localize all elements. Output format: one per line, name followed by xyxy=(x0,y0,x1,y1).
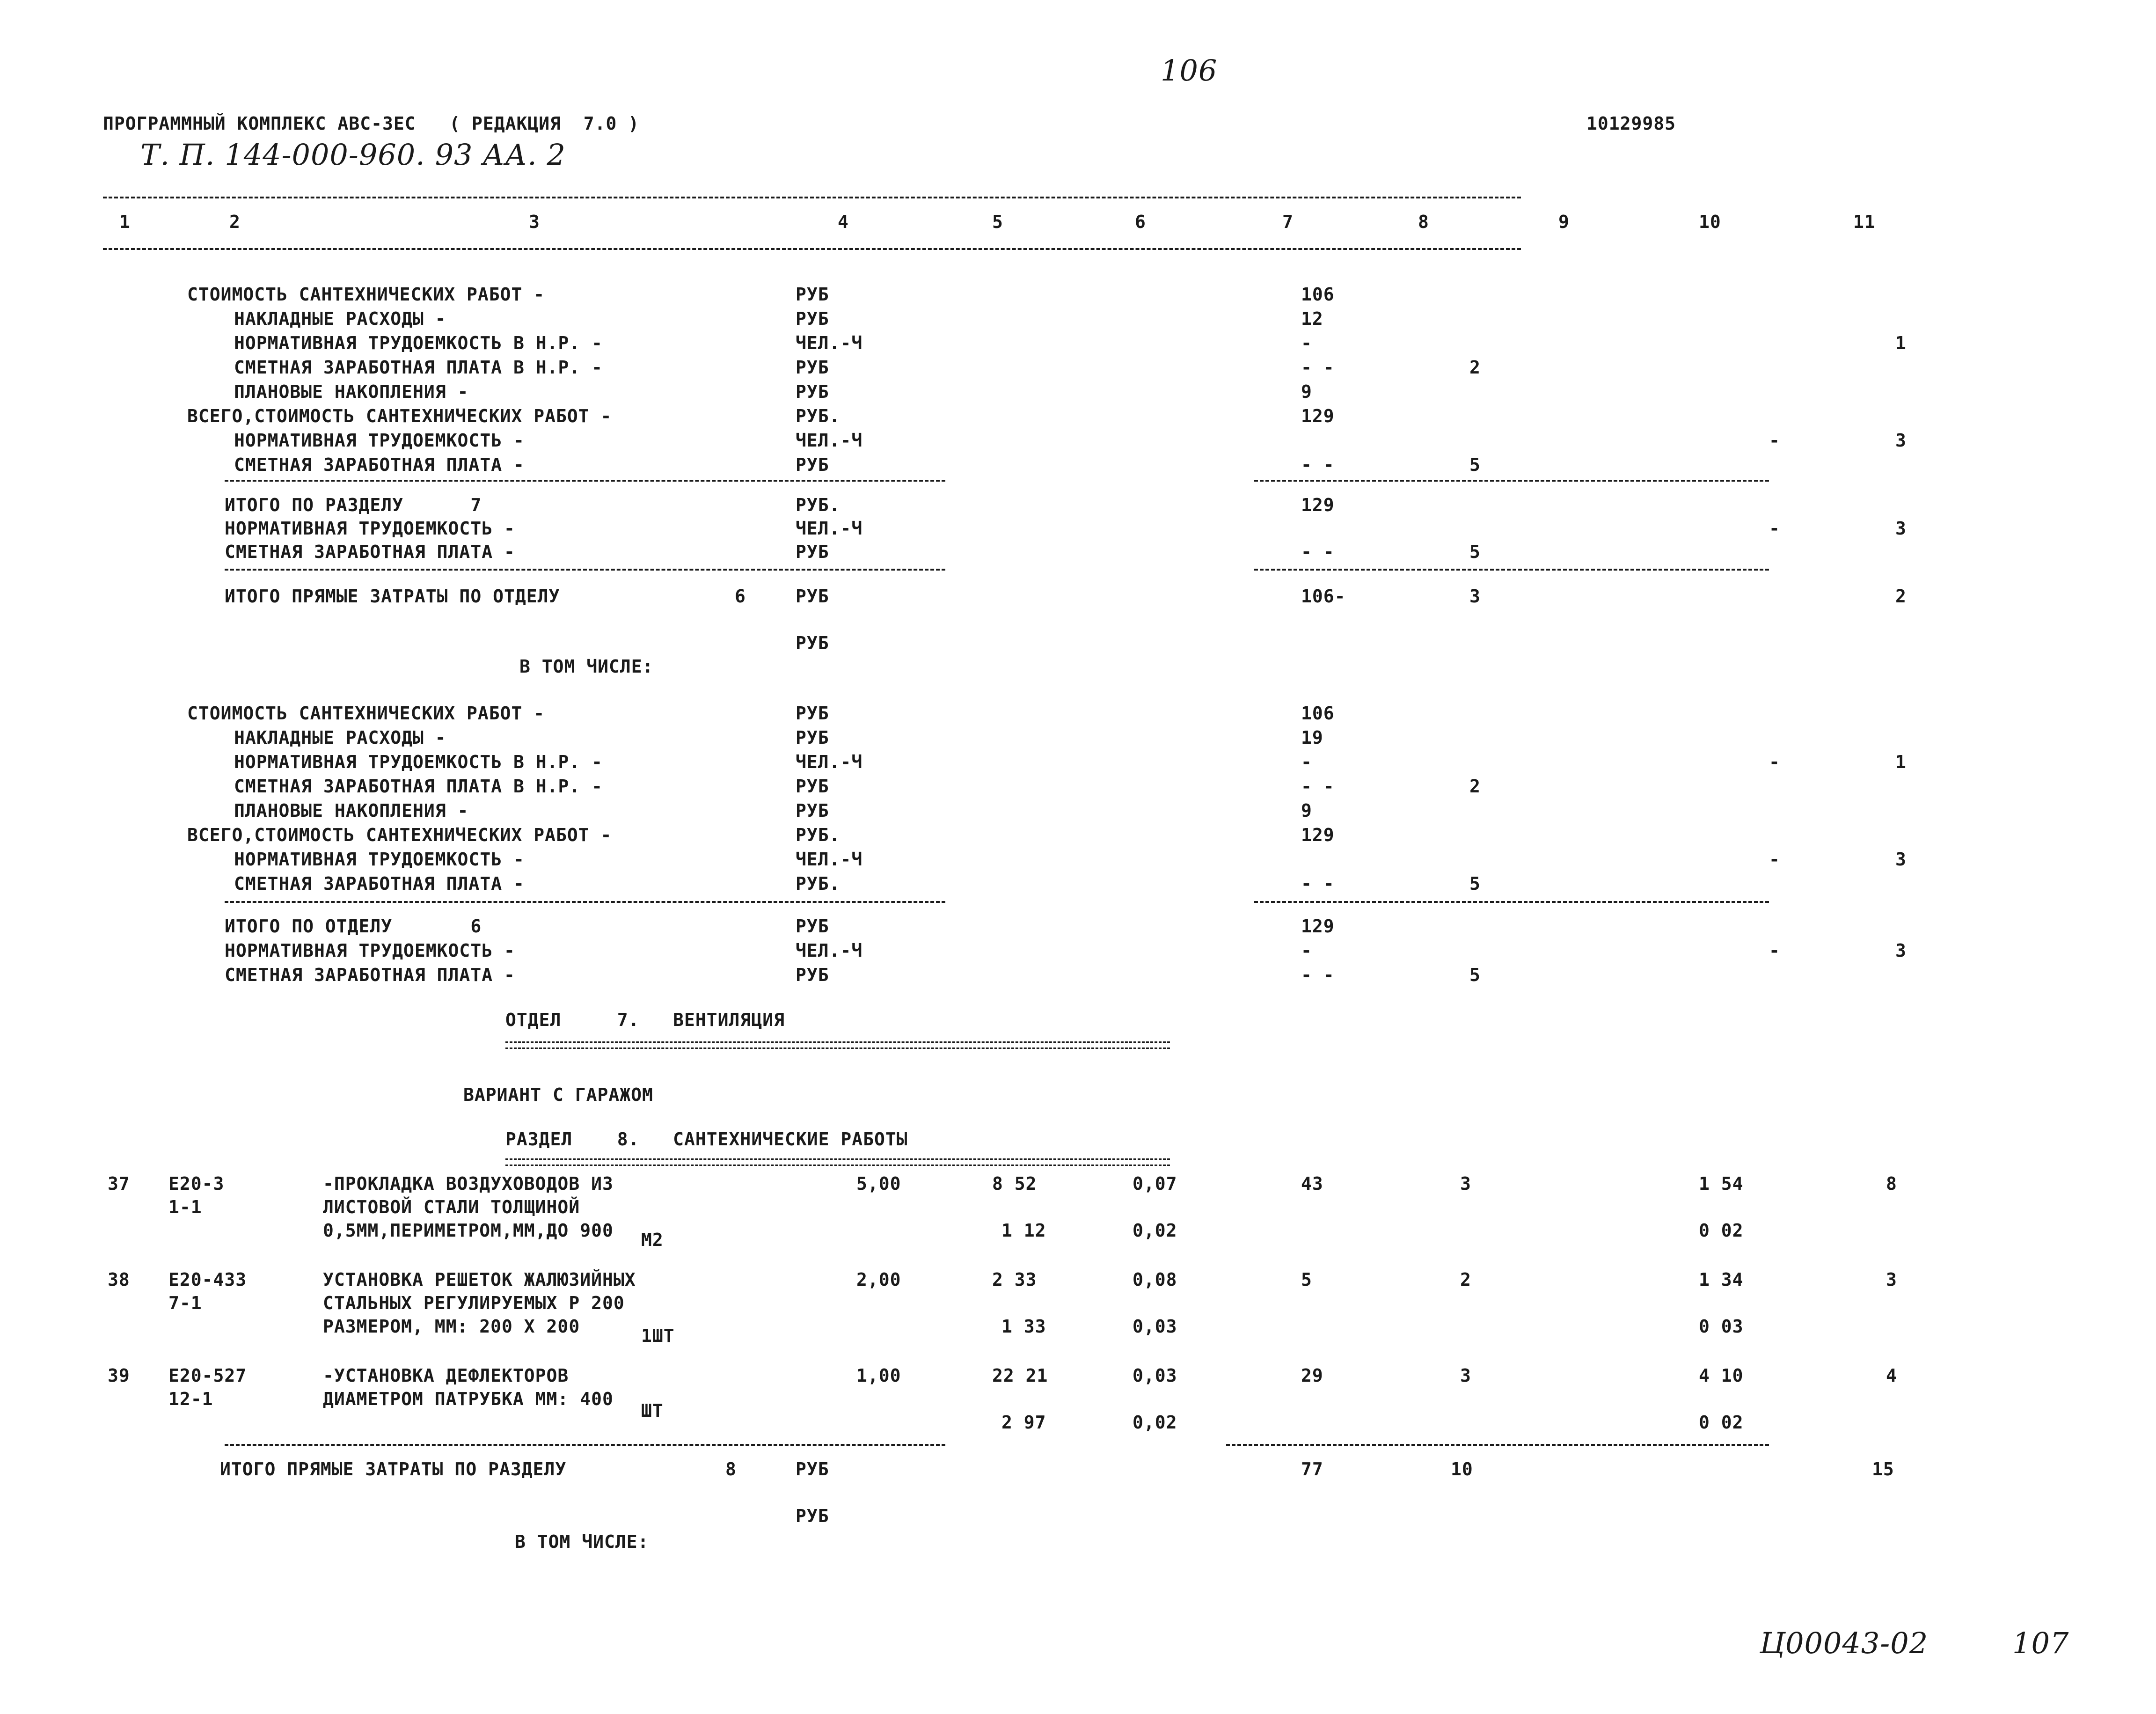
block2-unit: ЧЕЛ.-Ч xyxy=(796,518,863,539)
item-c7: 43 xyxy=(1301,1173,1323,1194)
column-header-1: 1 xyxy=(119,212,131,232)
block4-c8: 5 xyxy=(1469,965,1481,985)
block1-c7: - xyxy=(1301,333,1312,353)
block4-label: ИТОГО ПО ОТДЕЛУ 6 xyxy=(225,916,482,937)
block1-unit: РУБ xyxy=(796,454,829,475)
rule-3 xyxy=(225,901,945,903)
block4-c7: 129 xyxy=(1301,916,1335,937)
item-desc: ДИАМЕТРОМ ПАТРУБКА ММ: 400 xyxy=(323,1389,614,1409)
rule-4b xyxy=(1226,1444,1769,1446)
item-num: 37 xyxy=(108,1173,130,1194)
block3-c10: - xyxy=(1769,752,1780,772)
block1-unit: РУБ xyxy=(796,381,829,402)
block3-c8: 5 xyxy=(1469,873,1481,894)
block3-label: НАКЛАДНЫЕ РАСХОДЫ - xyxy=(234,727,446,748)
block2-c8: 5 xyxy=(1469,542,1481,562)
rule-4 xyxy=(225,1444,945,1446)
block1-unit: РУБ xyxy=(796,357,829,378)
item-code2: 12-1 xyxy=(168,1389,213,1409)
block1-unit: РУБ. xyxy=(796,406,840,426)
item-c5b: 1 33 xyxy=(1001,1316,1046,1337)
block3-label: СТОИМОСТЬ САНТЕХНИЧЕСКИХ РАБОТ - xyxy=(187,703,545,724)
block2-c10: - xyxy=(1769,518,1780,539)
page-number-top: 106 xyxy=(1161,53,1218,88)
block3-label: СМЕТНАЯ ЗАРАБОТНАЯ ПЛАТА - xyxy=(234,873,525,894)
block1-label: СТОИМОСТЬ САНТЕХНИЧЕСКИХ РАБОТ - xyxy=(187,284,545,305)
item-c10a: 1 34 xyxy=(1699,1269,1744,1290)
block3-c8: 2 xyxy=(1469,776,1481,797)
block2-c11: 3 xyxy=(1895,518,1907,539)
block4-unit: ЧЕЛ.-Ч xyxy=(796,940,863,961)
incl-1: В ТОМ ЧИСЛЕ: xyxy=(519,656,654,677)
block1-c8: 5 xyxy=(1469,454,1481,475)
table-header-rule-top xyxy=(103,197,1521,198)
block3-c11: 1 xyxy=(1895,752,1907,772)
block3-label: ПЛАНОВЫЕ НАКОПЛЕНИЯ - xyxy=(234,800,469,821)
item-qty: 2,00 xyxy=(856,1269,901,1290)
block1-c11: 3 xyxy=(1895,430,1907,451)
column-header-3: 3 xyxy=(529,212,540,232)
item-c6b: 0,03 xyxy=(1133,1316,1177,1337)
block1-c8: 2 xyxy=(1469,357,1481,378)
program-header: ПРОГРАММНЫЙ КОМПЛЕКС АВС-3ЕС ( РЕДАКЦИЯ 7.0 ) xyxy=(103,113,640,134)
block3-unit: ЧЕЛ.-Ч xyxy=(796,752,863,772)
block1-label: ВСЕГО,СТОИМОСТЬ САНТЕХНИЧЕСКИХ РАБОТ - xyxy=(187,406,612,426)
footer-stamp: Ц00043-02 xyxy=(1760,1626,1929,1660)
section-razdel: РАЗДЕЛ 8. САНТЕХНИЧЕСКИЕ РАБОТЫ xyxy=(505,1129,908,1150)
block1-c7: - - xyxy=(1301,454,1335,475)
block4-unit: РУБ xyxy=(796,965,829,985)
block3-c7: - - xyxy=(1301,776,1335,797)
item-num: 39 xyxy=(108,1365,130,1386)
column-header-9: 9 xyxy=(1558,212,1570,232)
item-qty: 1,00 xyxy=(856,1365,901,1386)
item-measure: ШТ xyxy=(641,1400,664,1421)
item-c6a: 0,03 xyxy=(1133,1365,1177,1386)
direct-costs-2-unit: РУБ xyxy=(796,1459,829,1480)
item-c11: 4 xyxy=(1886,1365,1897,1386)
rule-1b xyxy=(1254,480,1769,482)
item-desc: -УСТАНОВКА ДЕФЛЕКТОРОВ xyxy=(323,1365,569,1386)
item-c5a: 2 33 xyxy=(992,1269,1037,1290)
block1-unit: ЧЕЛ.-Ч xyxy=(796,333,863,353)
dept-double-rule xyxy=(505,1041,1170,1049)
block2-c7: - - xyxy=(1301,542,1335,562)
block1-c11: 1 xyxy=(1895,333,1907,353)
item-c8: 3 xyxy=(1460,1173,1471,1194)
item-c6a: 0,07 xyxy=(1133,1173,1177,1194)
block3-c7: - - xyxy=(1301,873,1335,894)
block2-label: СМЕТНАЯ ЗАРАБОТНАЯ ПЛАТА - xyxy=(225,542,515,562)
rule-2 xyxy=(225,569,945,571)
block3-label: ВСЕГО,СТОИМОСТЬ САНТЕХНИЧЕСКИХ РАБОТ - xyxy=(187,825,612,845)
direct-costs-2-num: 8 xyxy=(725,1459,737,1480)
block1-label: ПЛАНОВЫЕ НАКОПЛЕНИЯ - xyxy=(234,381,469,402)
item-num: 38 xyxy=(108,1269,130,1290)
block2-label: НОРМАТИВНАЯ ТРУДОЕМКОСТЬ - xyxy=(225,518,515,539)
footer-page-number: 107 xyxy=(2012,1626,2069,1660)
column-header-8: 8 xyxy=(1418,212,1429,232)
column-header-2: 2 xyxy=(229,212,241,232)
item-c10b: 0 02 xyxy=(1699,1220,1744,1241)
rule-1 xyxy=(225,480,945,482)
item-code: Е20-527 xyxy=(168,1365,247,1386)
block3-label: НОРМАТИВНАЯ ТРУДОЕМКОСТЬ - xyxy=(234,849,525,870)
column-header-11: 11 xyxy=(1853,212,1876,232)
item-measure: 1ШТ xyxy=(641,1326,675,1346)
block3-unit: РУБ xyxy=(796,776,829,797)
item-c10a: 1 54 xyxy=(1699,1173,1744,1194)
block3-c11: 3 xyxy=(1895,849,1907,870)
direct-costs-1-c11: 2 xyxy=(1895,586,1907,607)
column-header-6: 6 xyxy=(1135,212,1146,232)
column-header-10: 10 xyxy=(1699,212,1721,232)
block3-unit: РУБ xyxy=(796,727,829,748)
section-dept: ОТДЕЛ 7. ВЕНТИЛЯЦИЯ xyxy=(505,1010,785,1030)
block1-c10: - xyxy=(1769,430,1780,451)
direct-costs-2-c8: 10 xyxy=(1451,1459,1473,1480)
item-c6b: 0,02 xyxy=(1133,1220,1177,1241)
item-c5a: 22 21 xyxy=(992,1365,1048,1386)
item-desc: -ПРОКЛАДКА ВОЗДУХОВОДОВ ИЗ xyxy=(323,1173,614,1194)
item-c10b: 0 02 xyxy=(1699,1412,1744,1433)
block3-c7: 129 xyxy=(1301,825,1335,845)
item-desc: СТАЛЬНЫХ РЕГУЛИРУЕМЫХ Р 200 xyxy=(323,1293,625,1313)
item-c11: 8 xyxy=(1886,1173,1897,1194)
item-c6b: 0,02 xyxy=(1133,1412,1177,1433)
item-desc: РАЗМЕРОМ, ММ: 200 Х 200 xyxy=(323,1316,580,1337)
block3-c7: - xyxy=(1301,752,1312,772)
block3-unit: РУБ. xyxy=(796,873,840,894)
block1-c7: 12 xyxy=(1301,308,1323,329)
block3-c7: 19 xyxy=(1301,727,1323,748)
item-c10b: 0 03 xyxy=(1699,1316,1744,1337)
item-code2: 1-1 xyxy=(168,1197,202,1217)
block3-c7: 106 xyxy=(1301,703,1335,724)
item-qty: 5,00 xyxy=(856,1173,901,1194)
block4-label: СМЕТНАЯ ЗАРАБОТНАЯ ПЛАТА - xyxy=(225,965,515,985)
block3-unit: РУБ xyxy=(796,703,829,724)
item-c5b: 1 12 xyxy=(1001,1220,1046,1241)
column-header-7: 7 xyxy=(1282,212,1294,232)
block4-c11: 3 xyxy=(1895,940,1907,961)
direct-costs-1-c7: 106- xyxy=(1301,586,1346,607)
incl-2: В ТОМ ЧИСЛЕ: xyxy=(515,1531,649,1552)
block1-c7: 9 xyxy=(1301,381,1312,402)
direct-costs-1-num: 6 xyxy=(735,586,746,607)
item-code: Е20-433 xyxy=(168,1269,247,1290)
item-c7: 5 xyxy=(1301,1269,1312,1290)
block3-unit: РУБ xyxy=(796,800,829,821)
rule-3b xyxy=(1254,901,1769,903)
block4-label: НОРМАТИВНАЯ ТРУДОЕМКОСТЬ - xyxy=(225,940,515,961)
block1-unit: РУБ xyxy=(796,308,829,329)
block1-unit: ЧЕЛ.-Ч xyxy=(796,430,863,451)
block1-unit: РУБ xyxy=(796,284,829,305)
block1-c7: - - xyxy=(1301,357,1335,378)
item-c10a: 4 10 xyxy=(1699,1365,1744,1386)
direct-costs-2-c11: 15 xyxy=(1872,1459,1894,1480)
block2-unit: РУБ. xyxy=(796,495,840,515)
item-desc: ЛИСТОВОЙ СТАЛИ ТОЛЩИНОЙ xyxy=(323,1197,580,1217)
table-header-rule-bottom xyxy=(103,248,1521,250)
document-code: 10129985 xyxy=(1586,113,1676,134)
item-measure: М2 xyxy=(641,1230,664,1250)
block1-label: НАКЛАДНЫЕ РАСХОДЫ - xyxy=(234,308,446,329)
direct-costs-1-label: ИТОГО ПРЯМЫЕ ЗАТРАТЫ ПО ОТДЕЛУ xyxy=(225,586,560,607)
block3-unit: ЧЕЛ.-Ч xyxy=(796,849,863,870)
project-number: Т. П. 144-000-960. 93 АА. 2 xyxy=(140,138,566,172)
block3-c7: 9 xyxy=(1301,800,1312,821)
direct-costs-1-c8: 3 xyxy=(1469,586,1481,607)
block4-c10: - xyxy=(1769,940,1780,961)
block4-unit: РУБ xyxy=(796,916,829,937)
block3-label: НОРМАТИВНАЯ ТРУДОЕМКОСТЬ В Н.Р. - xyxy=(234,752,603,772)
direct-costs-2-unit2: РУБ xyxy=(796,1506,829,1526)
block1-label: СМЕТНАЯ ЗАРАБОТНАЯ ПЛАТА В Н.Р. - xyxy=(234,357,603,378)
block1-label: СМЕТНАЯ ЗАРАБОТНАЯ ПЛАТА - xyxy=(234,454,525,475)
block4-c7: - xyxy=(1301,940,1312,961)
item-c7: 29 xyxy=(1301,1365,1323,1386)
rule-2b xyxy=(1254,569,1769,571)
block1-label: НОРМАТИВНАЯ ТРУДОЕМКОСТЬ - xyxy=(234,430,525,451)
column-header-5: 5 xyxy=(992,212,1003,232)
block3-label: СМЕТНАЯ ЗАРАБОТНАЯ ПЛАТА В Н.Р. - xyxy=(234,776,603,797)
column-header-4: 4 xyxy=(838,212,849,232)
block2-c7: 129 xyxy=(1301,495,1335,515)
item-c8: 2 xyxy=(1460,1269,1471,1290)
razdel-double-rule xyxy=(505,1158,1170,1166)
block4-c7: - - xyxy=(1301,965,1335,985)
item-c11: 3 xyxy=(1886,1269,1897,1290)
item-c6a: 0,08 xyxy=(1133,1269,1177,1290)
block3-c10: - xyxy=(1769,849,1780,870)
item-desc: УСТАНОВКА РЕШЕТОК ЖАЛЮЗИЙНЫХ xyxy=(323,1269,636,1290)
block2-unit: РУБ xyxy=(796,542,829,562)
direct-costs-2-label: ИТОГО ПРЯМЫЕ ЗАТРАТЫ ПО РАЗДЕЛУ xyxy=(220,1459,567,1480)
direct-costs-1-unit2: РУБ xyxy=(796,633,829,653)
item-c5b: 2 97 xyxy=(1001,1412,1046,1433)
block1-label: НОРМАТИВНАЯ ТРУДОЕМКОСТЬ В Н.Р. - xyxy=(234,333,603,353)
direct-costs-2-c7: 77 xyxy=(1301,1459,1323,1480)
item-c5a: 8 52 xyxy=(992,1173,1037,1194)
item-desc: 0,5ММ,ПЕРИМЕТРОМ,ММ,ДО 900 xyxy=(323,1220,614,1241)
block3-unit: РУБ. xyxy=(796,825,840,845)
block1-c7: 106 xyxy=(1301,284,1335,305)
item-c8: 3 xyxy=(1460,1365,1471,1386)
direct-costs-1-unit: РУБ xyxy=(796,586,829,607)
variant: ВАРИАНТ С ГАРАЖОМ xyxy=(463,1084,653,1105)
block2-label: ИТОГО ПО РАЗДЕЛУ 7 xyxy=(225,495,482,515)
block1-c7: 129 xyxy=(1301,406,1335,426)
item-code2: 7-1 xyxy=(168,1293,202,1313)
item-code: Е20-3 xyxy=(168,1173,225,1194)
